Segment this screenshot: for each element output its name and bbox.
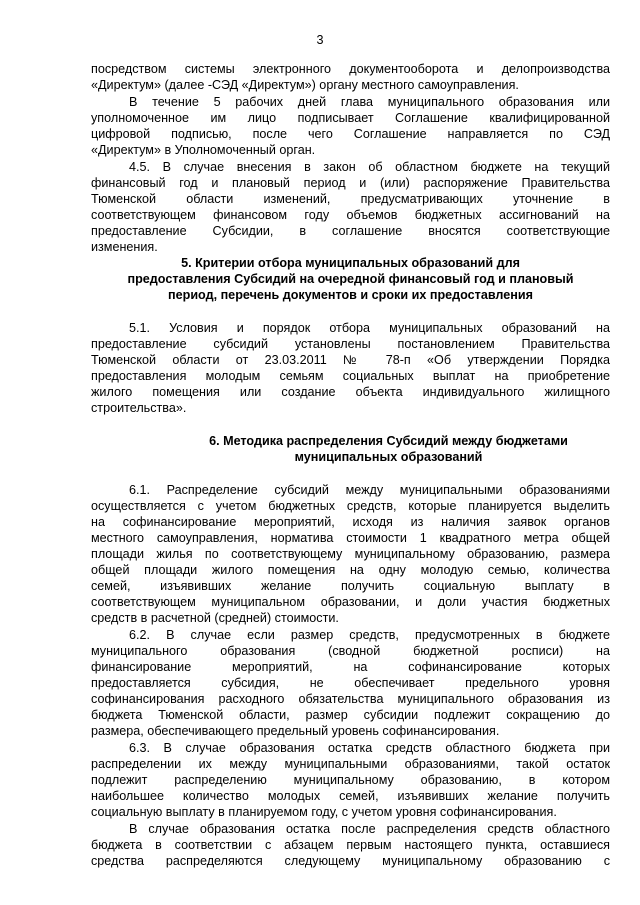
text-line: финансовый год и плановый период и (или) распоряжение Правительства bbox=[91, 176, 610, 190]
text-line: предоставление Субсидии, в соглашение вносятся соответствующие bbox=[91, 224, 610, 238]
text-line: соответствующем муниципальном образовании, и доли участия бюджетных bbox=[91, 595, 610, 609]
text-line: цифровой подписью, после чего Соглашение направляется по СЭД bbox=[91, 127, 610, 141]
text-line: наибольшее количество молодых семей, изъявивших желание получить bbox=[91, 789, 610, 803]
text-line: предоставляется субсидия, не обеспечивает предельного уровня bbox=[91, 676, 610, 690]
text-line: муниципального образования (сводной бюджетной росписи) на bbox=[91, 644, 610, 658]
text-line: местного самоуправления, норматива стоимости 1 квадратного метра общей bbox=[91, 531, 610, 545]
text-line: софинансирования расходного обязательства муниципального образования из bbox=[91, 692, 610, 706]
text-line: 6.3. В случае образования остатка средств областного бюджета при bbox=[129, 741, 610, 755]
text-line: осуществляется с учетом бюджетных средств, которые планируется выделить bbox=[91, 499, 610, 513]
text-line: строительства». bbox=[91, 401, 187, 415]
heading-line: муниципальных образований bbox=[294, 450, 483, 464]
text-line: 5.1. Условия и порядок отбора муниципальных образований на bbox=[129, 321, 610, 335]
text-line: Тюменской области изменений, предусматривающих уточнение в bbox=[91, 192, 610, 206]
text-line: «Директум» (далее -СЭД «Директум») органу местного самоуправления. bbox=[91, 78, 519, 92]
text-line: на софинансирование мероприятий, исходя из наличия заявок органов bbox=[91, 515, 610, 529]
text-line: бюджета в соответствии с абзацем первым настоящего пункта, оставшиеся bbox=[91, 838, 610, 852]
text-line: посредством системы электронного документооборота и делопроизводства bbox=[91, 62, 610, 76]
text-line: изменения. bbox=[91, 240, 158, 254]
heading-line: 6. Методика распределения Субсидий между бюджетами bbox=[209, 434, 568, 448]
text-line: средств в расчетной (средней) стоимости. bbox=[91, 611, 339, 625]
text-line: социальную выплату в планируемом году, с учетом уровня софинансирования. bbox=[91, 805, 557, 819]
text-line: соответствующем финансовом году объемов бюджетных ассигнований на bbox=[91, 208, 610, 222]
text-line: предоставление субсидий установлены постановлением Правительства bbox=[91, 337, 610, 351]
text-line: В течение 5 рабочих дней глава муниципального образования или bbox=[129, 95, 610, 109]
text-line: 6.1. Распределение субсидий между муниципальными образованиями bbox=[129, 483, 610, 497]
text-line: 4.5. В случае внесения в закон об областном бюджете на текущий bbox=[129, 160, 610, 174]
text-line: уполномоченное им лицо подписывает Соглашение квалифицированной bbox=[91, 111, 610, 125]
heading-line: 5. Критерии отбора муниципальных образований для bbox=[181, 256, 520, 270]
heading-line: предоставления Субсидий на очередной финансовый год и плановый bbox=[127, 272, 574, 286]
text-line: семей, изъявивших желание получить социальную выплату в bbox=[91, 579, 610, 593]
text-line: предоставления молодым семьям социальных выплат на приобретение bbox=[91, 369, 610, 383]
text-line: общей площади жилого помещения на одну молодую семью, количества bbox=[91, 563, 610, 577]
text-line: финансирование мероприятий, на софинансирование которых bbox=[91, 660, 610, 674]
text-line: средства распределяются следующему муниципальному образованию с bbox=[91, 854, 610, 868]
text-line: В случае образования остатка после распределения средств областного bbox=[129, 822, 610, 836]
text-line: Тюменской области от 23.03.2011 № 78-п «Об утверждении Порядка bbox=[91, 353, 610, 367]
text-line: распределении их между муниципальными образованиями, такой остаток bbox=[91, 757, 610, 771]
text-line: размера, обеспечивающего предельный уровень софинансирования. bbox=[91, 724, 500, 738]
text-line: площади жилья по соответствующему муниципальному образованию, размера bbox=[91, 547, 610, 561]
page-number: 3 bbox=[316, 33, 324, 47]
text-line: подлежит распределению муниципальному образованию, в котором bbox=[91, 773, 610, 787]
text-line: бюджета Тюменской области, размер субсидии подлежит сокращению до bbox=[91, 708, 610, 722]
text-line: 6.2. В случае если размер средств, предусмотренных в бюджете bbox=[129, 628, 610, 642]
heading-line: период, перечень документов и сроки их предоставления bbox=[168, 288, 533, 302]
text-line: «Директум» в Уполномоченный орган. bbox=[91, 143, 316, 157]
text-line: жилого помещения или создание объекта индивидуального жилищного bbox=[91, 385, 610, 399]
